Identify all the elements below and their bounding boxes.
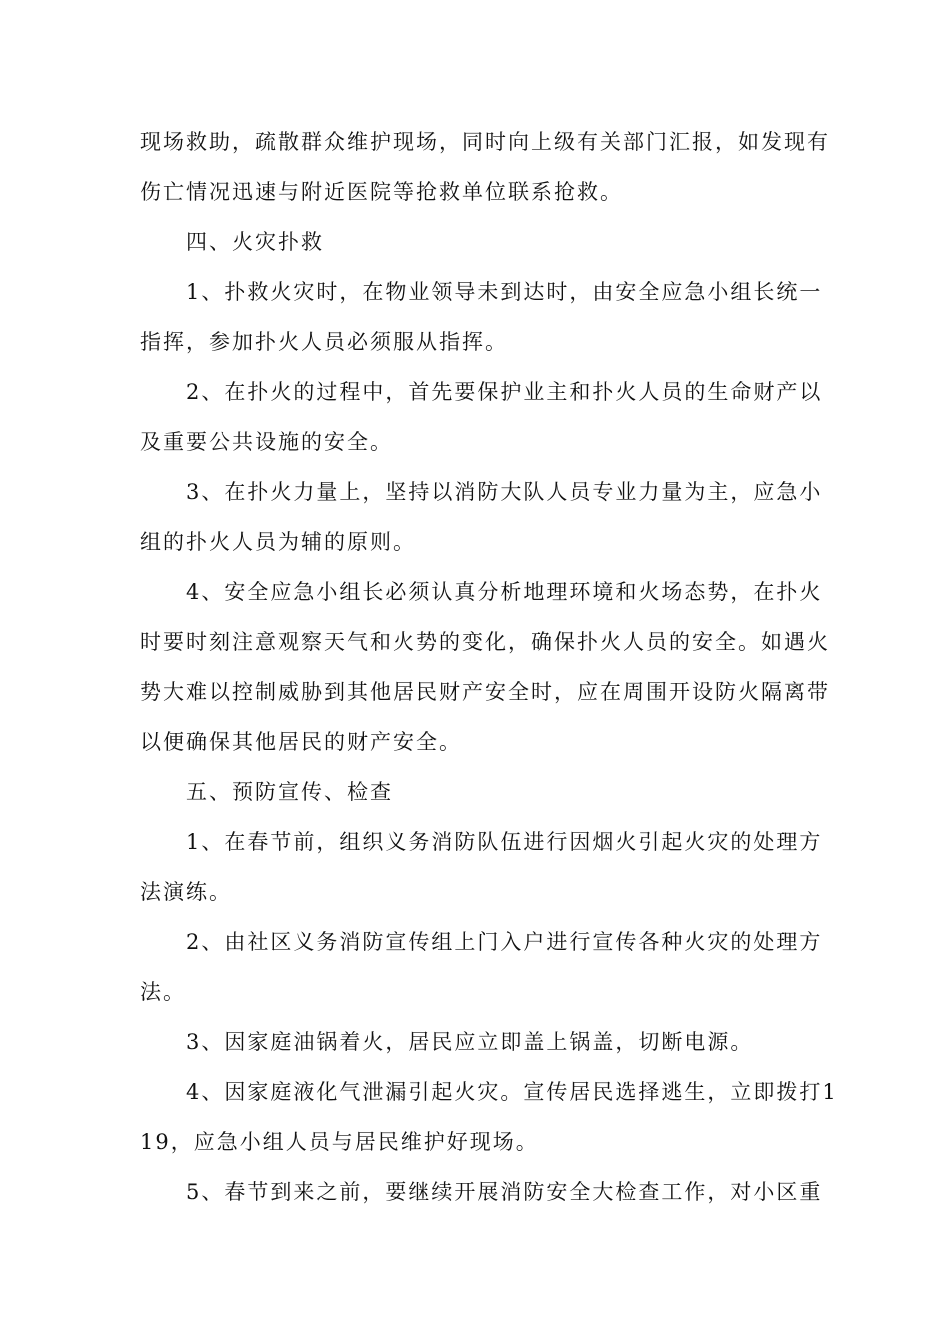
document-body bbox=[140, 117, 838, 1217]
paragraph-line: 5、春节到来之前，要继续开展消防安全大检查工作，对小区重 bbox=[186, 1180, 823, 1204]
paragraph-line: 法演练。 bbox=[140, 880, 232, 904]
paragraph-line: 法。 bbox=[140, 980, 186, 1004]
paragraph-line: 4、因家庭液化气泄漏引起火灾。宣传居民选择逃生，立即拨打1 bbox=[186, 1080, 838, 1104]
paragraph-line: 1、在春节前，组织义务消防队伍进行因烟火引起火灾的处理方 bbox=[186, 830, 823, 854]
paragraph-line: 组的扑火人员为辅的原则。 bbox=[140, 530, 416, 554]
paragraph-line: 2、由社区义务消防宣传组上门入户进行宣传各种火灾的处理方 bbox=[186, 930, 823, 954]
paragraph-line: 势大难以控制威胁到其他居民财产安全时，应在周围开设防火隔离带 bbox=[140, 680, 830, 704]
paragraph-line: 1、扑救火灾时，在物业领导未到达时，由安全应急小组长统一 bbox=[186, 280, 823, 304]
paragraph-line: 指挥，参加扑火人员必须服从指挥。 bbox=[140, 330, 508, 354]
paragraph-line: 时要时刻注意观察天气和火势的变化，确保扑火人员的安全。如遇火 bbox=[140, 630, 830, 654]
paragraph-line: 2、在扑火的过程中，首先要保护业主和扑火人员的生命财产以 bbox=[186, 380, 823, 404]
paragraph-line: 及重要公共设施的安全。 bbox=[140, 430, 393, 454]
paragraph-line: 3、因家庭油锅着火，居民应立即盖上锅盖，切断电源。 bbox=[186, 1030, 754, 1054]
paragraph-line: 19，应急小组人员与居民维护好现场。 bbox=[140, 1130, 539, 1154]
section-heading: 五、预防宣传、检查 bbox=[186, 780, 393, 804]
paragraph-line: 伤亡情况迅速与附近医院等抢救单位联系抢救。 bbox=[140, 180, 623, 204]
paragraph-line: 3、在扑火力量上，坚持以消防大队人员专业力量为主，应急小 bbox=[186, 480, 823, 504]
paragraph-line: 现场救助，疏散群众维护现场，同时向上级有关部门汇报，如发现有 bbox=[140, 130, 830, 154]
paragraph-line: 以便确保其他居民的财产安全。 bbox=[140, 730, 462, 754]
section-heading: 四、火灾扑救 bbox=[186, 230, 324, 254]
paragraph-line: 4、安全应急小组长必须认真分析地理环境和火场态势，在扑火 bbox=[186, 580, 823, 604]
